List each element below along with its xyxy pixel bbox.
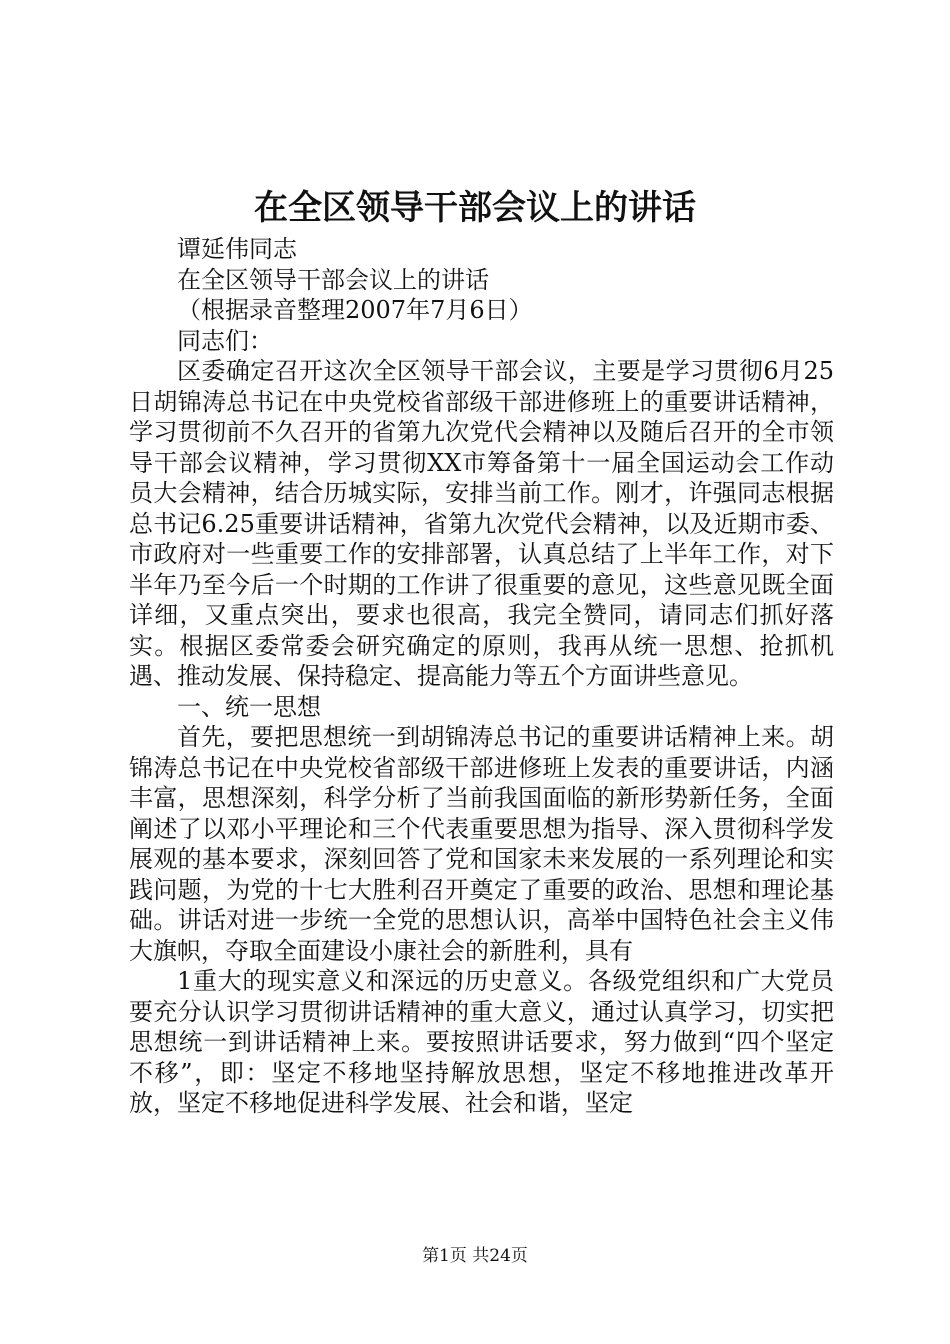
paragraph-intro: 区委确定召开这次全区领导干部会议，主要是学习贯彻6月25日胡锦涛总书记在中央党校省部级干部进修班上的重要讲话精神，学习贯彻前不久召开的省第九次党代会精神以及随后召开的全市领导干部会议精神，学习贯彻XX市筹备第十一届全国运动会工作动员大会精神，结合历城实际，安排当前工作。刚才，许强同志根据总书记6.25重要讲话精神，省第九次党代会精神，以及近期市委、市政府对一些重要工作的安排部署，认真总结了上半年工作，对下半年乃至今后一个时期的工作讲了很重要的意见，这些意见既全面详细，又重点突出，要求也很高，我完全赞同，请同志们抓好落实。根据区委常委会研究确定的原则，我再从统一思想、抢抓机遇、推动发展、保持稳定、提高能力等五个方面讲些意见。: [129, 357, 834, 690]
speech-title-line: 在全区领导干部会议上的讲话: [177, 265, 489, 294]
speaker-line: 谭延伟同志: [177, 235, 297, 263]
paragraph-section-1: 首先，要把思想统一到胡锦涛总书记的重要讲话精神上来。胡锦涛总书记在中央党校省部级干部进修班上发表的重要讲话，内涵丰富，思想深刻，科学分析了当前我国面临的新形势新任务，全面阐述了以邓小平理论和三个代表重要思想为指导、深入贯彻科学发展观的基本要求，深刻回答了党和国家未来发展的一系列理论和实践问题，为党的十七大胜利召开奠定了重要的政治、思想和理论基础。讲话对进一步统一全党的思想认识，高举中国特色社会主义伟大旗帜，夺取全面建设小康社会的新胜利，具有: [129, 723, 834, 965]
page-footer: 第1页 共24页: [422, 1246, 528, 1266]
salutation: 同志们：: [177, 326, 273, 355]
paragraph-continued: 1重大的现实意义和深远的历史意义。各级党组织和广大党员要充分认识学习贯彻讲话精神的重大意义，通过认真学习，切实把思想统一到讲话精神上来。要按照讲话要求，努力做到“四个坚定不移”，即：坚定不移地坚持解放思想，坚定不移地推进改革开放，坚定不移地促进科学发展、社会和谐，坚定: [129, 967, 834, 1117]
document-body: [129, 234, 834, 1119]
document-title: 在全区领导干部会议上的讲话: [254, 188, 696, 228]
recording-note: （根据录音整理2007年7月6日）: [177, 296, 533, 324]
section-heading-1: 一、统一思想: [177, 692, 321, 721]
